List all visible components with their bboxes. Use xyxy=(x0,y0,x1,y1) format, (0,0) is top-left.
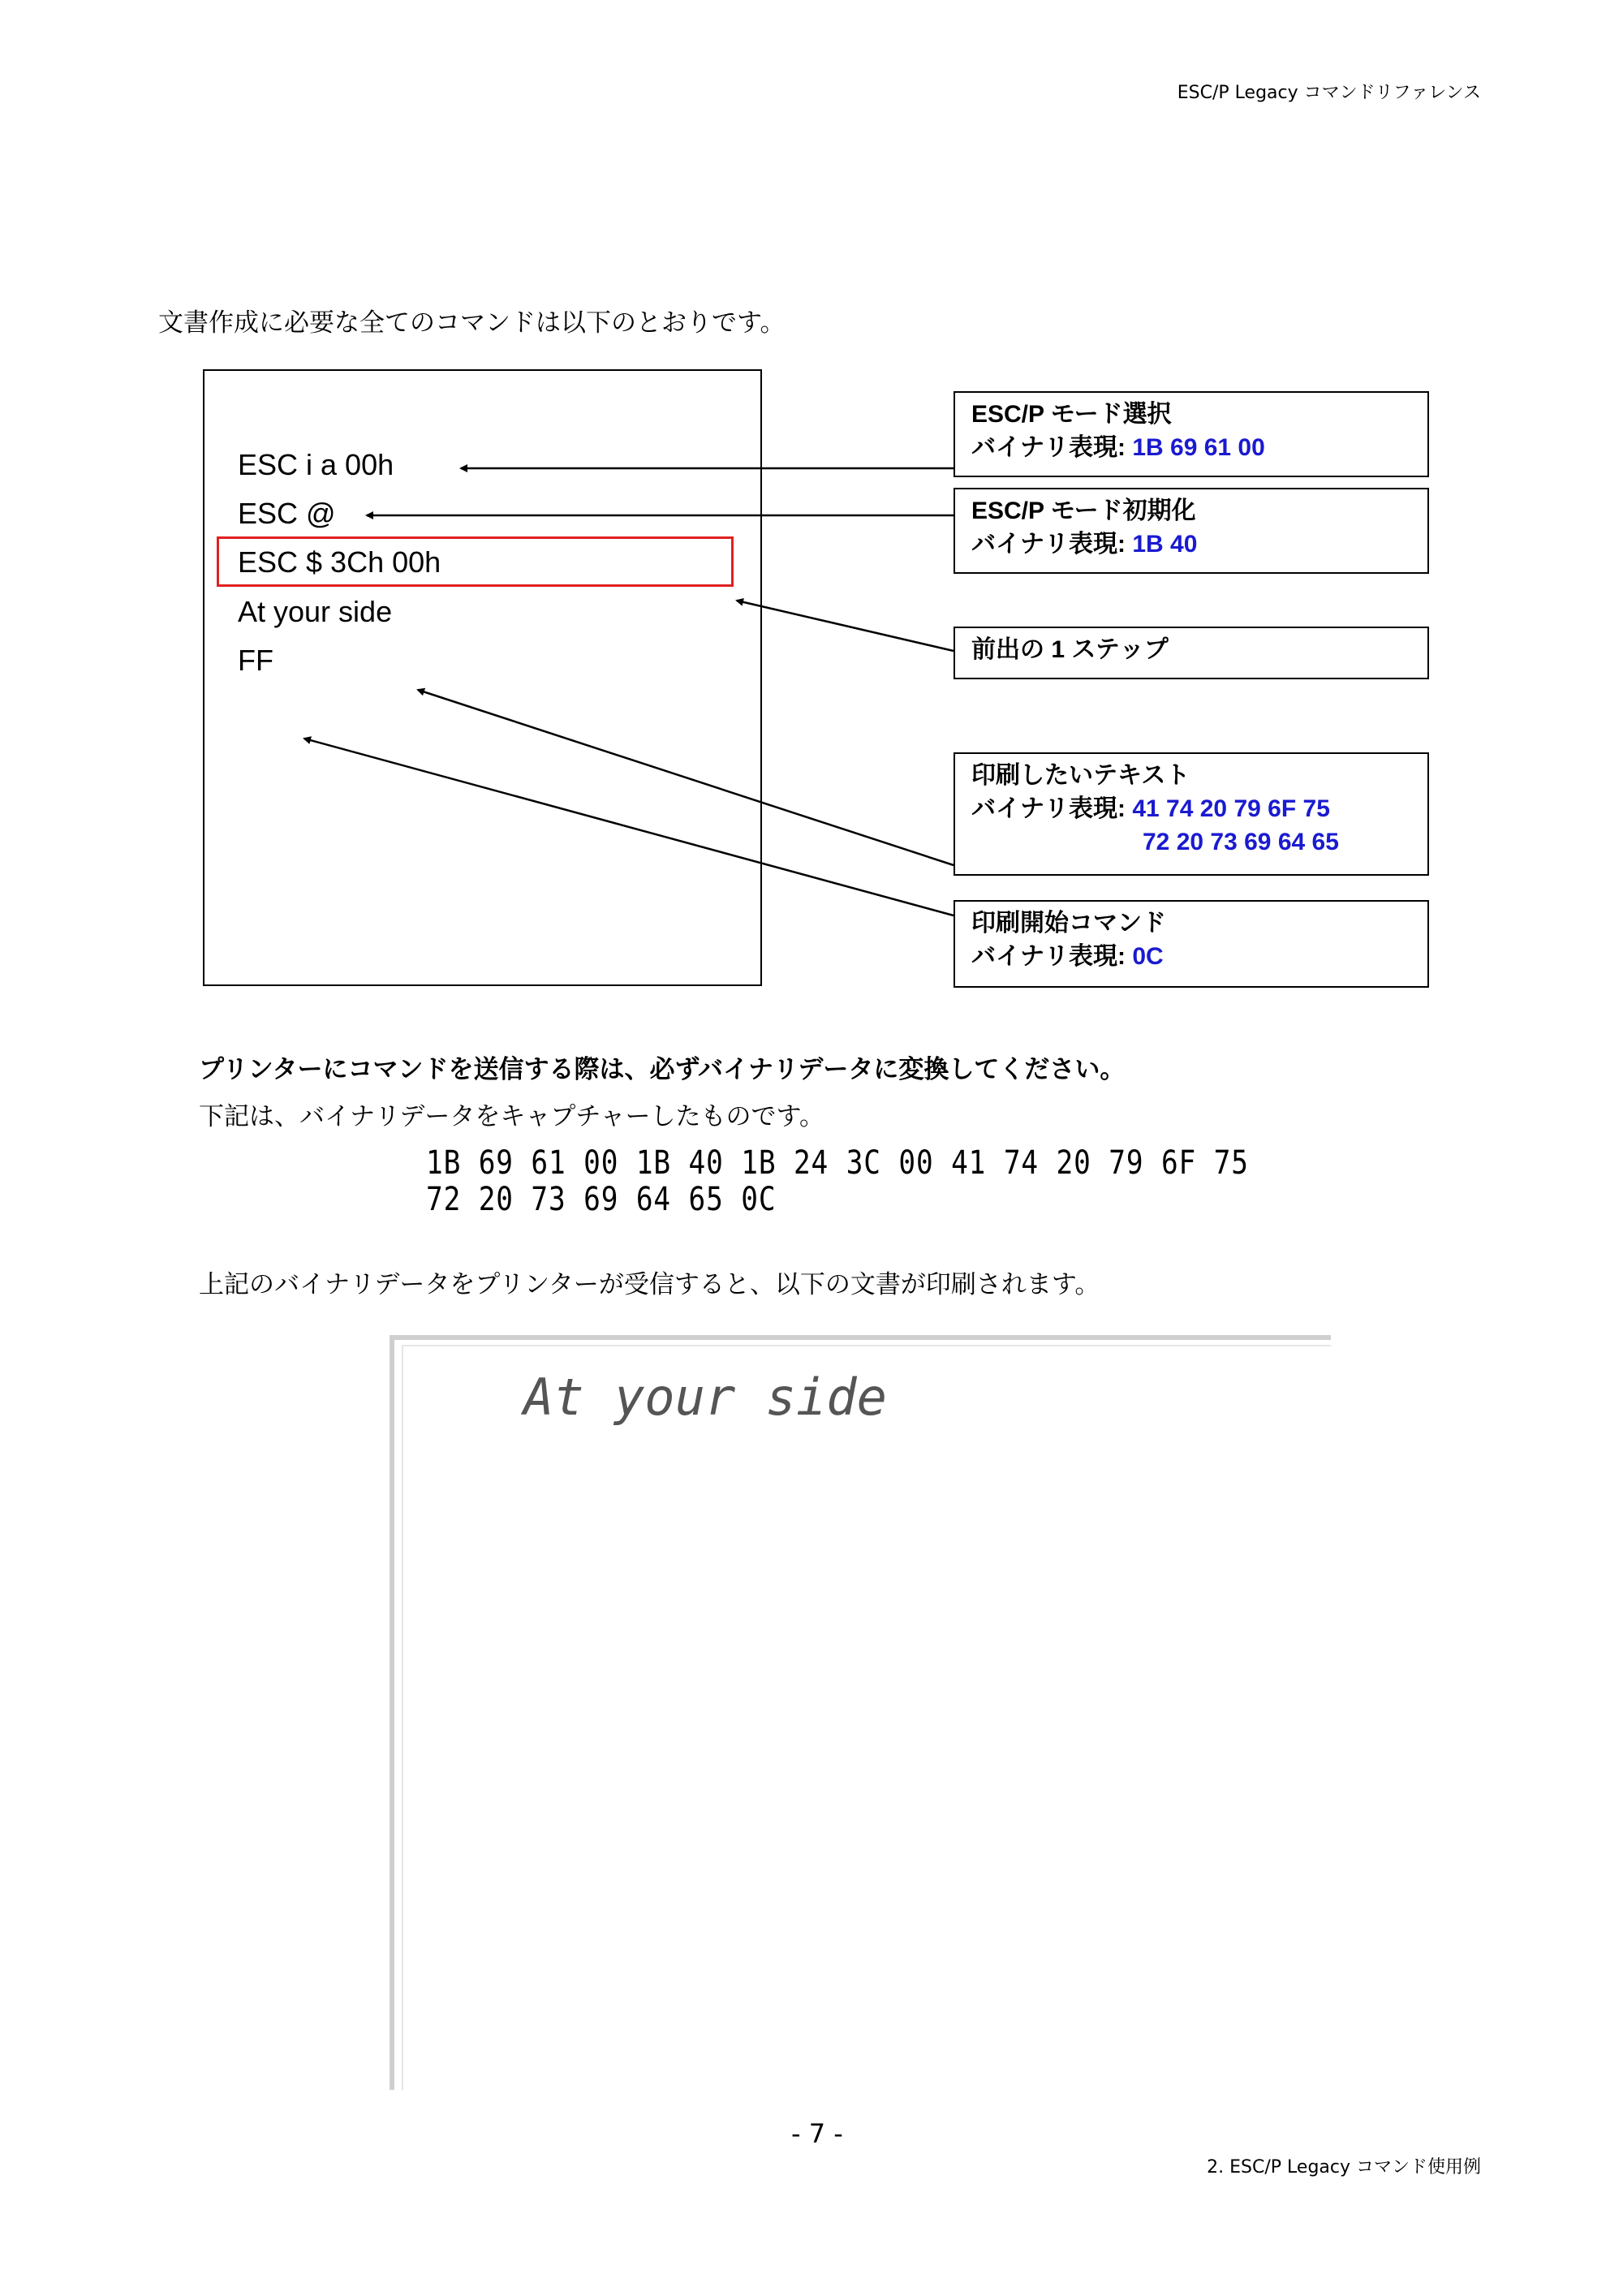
note-value: 41 74 20 79 6F 75 xyxy=(1132,795,1330,822)
footer-section: 2. ESC/P Legacy コマンド使用例 xyxy=(1207,2157,1481,2178)
note-title: 前出の 1 ステップ xyxy=(971,636,1169,663)
note-value: 0C xyxy=(1132,943,1164,970)
command-esc-at: ESC @ xyxy=(238,497,336,530)
note-title: ESC/P モード初期化 xyxy=(971,498,1196,524)
command-text: At your side xyxy=(238,595,393,628)
command-esc-i-a: ESC i a 00h xyxy=(238,448,394,481)
result-intro: 上記のバイナリデータをプリンターが受信すると、以下の文書が印刷されます。 xyxy=(199,1270,1100,1299)
capture-intro: 下記は、バイナリデータをキャプチャーしたものです。 xyxy=(199,1102,824,1131)
arrow-print-start xyxy=(304,739,954,915)
command-ff: FF xyxy=(238,644,273,677)
note-label: バイナリ表現: xyxy=(971,531,1126,558)
note-label: バイナリ表現: xyxy=(971,943,1126,970)
command-esc-dollar: ESC $ 3Ch 00h xyxy=(238,545,441,579)
intro-text: 文書作成に必要な全てのコマンドは以下のとおりです。 xyxy=(158,308,786,338)
note-title: 印刷したいテキスト xyxy=(971,762,1190,789)
print-preview-inner xyxy=(402,1345,1331,2090)
instruction-text: プリンターにコマンドを送信する際は、必ずバイナリデータに変換してください。 xyxy=(199,1055,1126,1084)
arrow-previous-step xyxy=(737,601,954,651)
note-title: 印刷開始コマンド xyxy=(971,910,1166,937)
note-value-2: 72 20 73 69 64 65 xyxy=(1143,829,1339,855)
print-preview-text: At your side xyxy=(523,1368,887,1427)
note-title: ESC/P モード選択 xyxy=(971,401,1172,428)
arrow-print-text xyxy=(418,690,954,865)
header-title: ESC/P Legacy コマンドリファレンス xyxy=(1177,83,1481,103)
note-label: バイナリ表現: xyxy=(971,434,1126,461)
hex-line-1: 1B 69 61 00 1B 40 1B 24 3C 00 41 74 20 79 6F 75 xyxy=(426,1144,1249,1182)
note-value: 1B 40 xyxy=(1132,531,1198,558)
page-number: - 7 - xyxy=(791,2118,843,2149)
note-label: バイナリ表現: xyxy=(971,795,1126,822)
hex-line-2: 72 20 73 69 64 65 0C xyxy=(426,1181,777,1218)
note-value: 1B 69 61 00 xyxy=(1132,434,1265,461)
